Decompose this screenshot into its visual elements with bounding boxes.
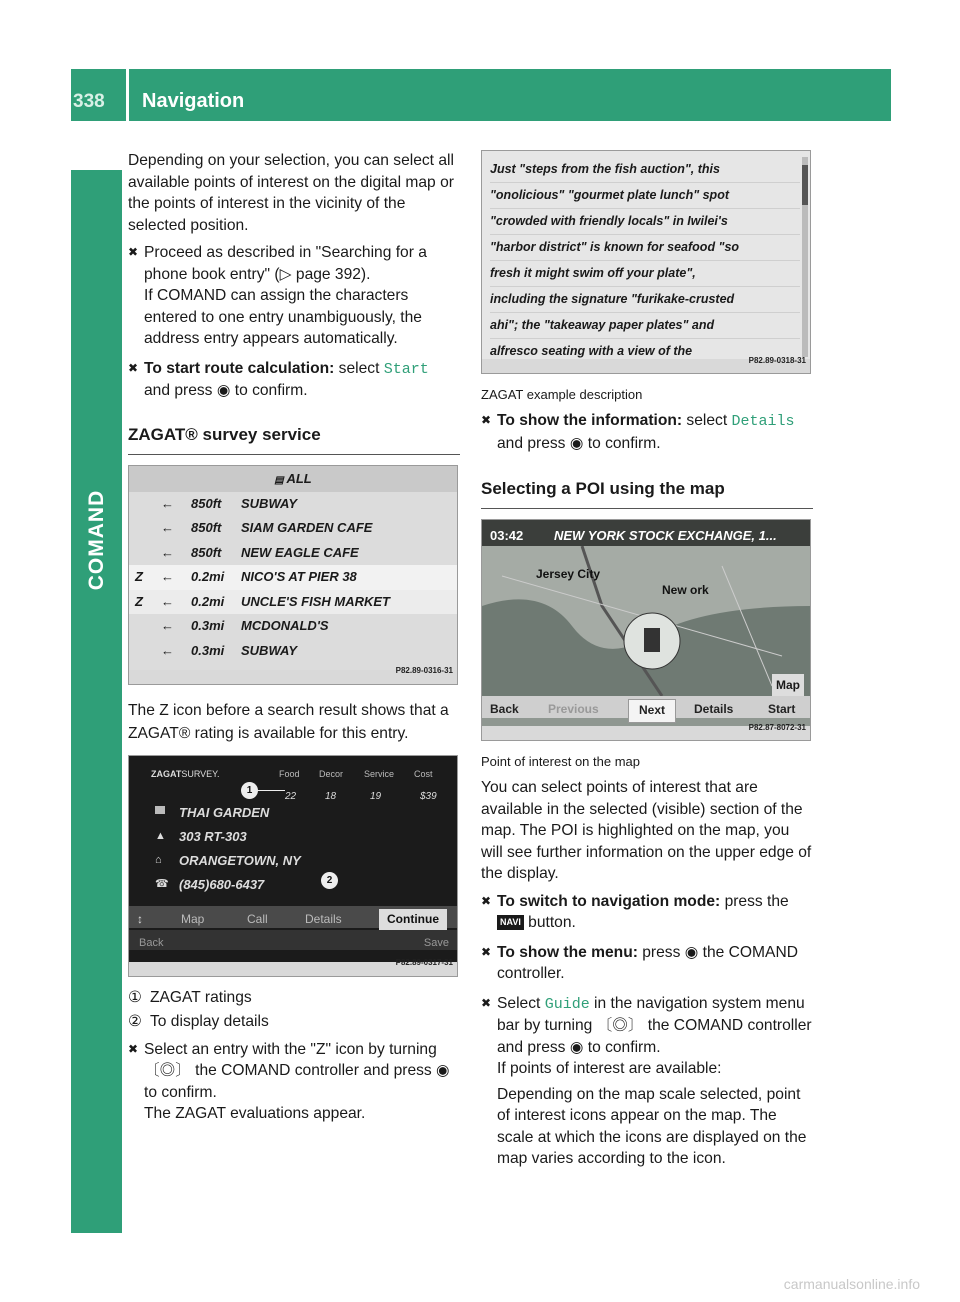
- poi-distance: 850ft: [191, 544, 222, 560]
- figure-code: P82.89-0318-31: [748, 355, 806, 365]
- poi-distance: 850ft: [191, 520, 222, 535]
- poi-distance: 0.3mi: [191, 618, 225, 633]
- table-row[interactable]: [129, 492, 457, 517]
- description-line: fresh it might swim off your plate",: [490, 261, 800, 287]
- step-select-entry: ✖ Select an entry with the "Z" icon by turning 〔◎〕 the COMAND controller and press ◉ to confirm. The ZAGAT evaluations appear.: [128, 1040, 450, 1122]
- poi-distance: 850ft: [191, 495, 222, 511]
- menu-item-details: Details: [731, 413, 795, 430]
- map-menu-item[interactable]: Previous: [548, 702, 599, 716]
- map-menu-item[interactable]: Back: [490, 702, 519, 716]
- step-arrow-icon: ✖: [481, 995, 492, 1010]
- description-line: Just "steps from the fish auction", this: [490, 157, 800, 183]
- rating-value: 22: [285, 790, 297, 802]
- restaurant-phone: (845)680-6437: [179, 876, 265, 892]
- rating-value: 19: [370, 790, 382, 802]
- poi-distance: 0.3mi: [191, 642, 225, 658]
- step-guide: ✖ Select Guide in the navigation system menu bar by turning 〔◎〕 the COMAND controller and press ◉ to confirm. If points of interest are available: Depending on the map scale selected, point of interest icons appear on the map. The scale at which the icons are displayed on the map varies according to the icon.: [481, 994, 812, 1167]
- scrollbar-thumb[interactable]: [802, 165, 808, 205]
- description-line: ahi"; the "takeaway paper plates" and: [490, 313, 800, 339]
- caption-zagat-example: ZAGAT example description: [481, 387, 643, 402]
- zagat-heading: ZAGAT® survey service: [128, 424, 460, 455]
- map-menu-item[interactable]: Next: [628, 699, 676, 723]
- poi-list: [129, 492, 457, 664]
- map-label-newyork: New ork: [662, 583, 709, 597]
- poi-distance: 0.2mi: [191, 593, 225, 609]
- legend: [128, 987, 460, 1033]
- poi-name: SIAM GARDEN CAFE: [241, 520, 373, 535]
- poi-list-header: ▤ ALL: [129, 466, 457, 492]
- menu-item-guide: Guide: [544, 995, 590, 1013]
- description-line: alfresco seating with a view of the: [490, 339, 800, 365]
- table-row[interactable]: [129, 541, 457, 566]
- rating-column-header: Decor: [319, 768, 344, 779]
- rating-value: 18: [325, 790, 337, 802]
- description-line: "onolicious" "gourmet plate lunch" spot: [490, 183, 800, 209]
- navi-key-icon: NAVI: [497, 915, 524, 930]
- page-title: Navigation: [142, 90, 245, 112]
- zagat-bottom-bar: [129, 930, 458, 950]
- section-tab: [71, 170, 122, 1233]
- direction-icon: ←: [161, 495, 174, 511]
- caption-poi-map: Point of interest on the map: [481, 754, 640, 769]
- direction-icon: ←: [161, 618, 174, 633]
- restaurant-city: ORANGETOWN, NY: [179, 852, 301, 868]
- poi-name: NEW EAGLE CAFE: [241, 544, 359, 560]
- table-row[interactable]: [129, 516, 457, 541]
- rating-column-header: Service: [364, 768, 395, 779]
- menu-item[interactable]: Continue: [379, 909, 447, 931]
- table-row[interactable]: [129, 614, 457, 639]
- figure-code: P82.89-0317-31: [395, 958, 453, 967]
- poi-name: SUBWAY: [241, 495, 298, 511]
- step-start-route: ✖ To start route calculation: select Start and press ◉ to confirm.: [128, 359, 429, 399]
- poi-name: NICO'S AT PIER 38: [241, 569, 357, 584]
- step-arrow-icon: ✖: [481, 944, 492, 959]
- zagat-brand: ZAGATSURVEY.: [151, 768, 220, 779]
- step-arrow-icon: ✖: [128, 245, 139, 259]
- z-icon-paragraph: The Z icon before a search result shows that a ZAGAT® rating is available for this entry.: [128, 701, 449, 742]
- page-number: 338: [73, 91, 105, 112]
- city-icon: ⌂: [155, 853, 162, 866]
- direction-icon: ←: [161, 642, 174, 658]
- menu-item[interactable]: Map: [181, 911, 205, 926]
- step-arrow-icon: ✖: [481, 893, 492, 908]
- address-icon: ▲: [155, 829, 166, 842]
- right-column: [481, 150, 813, 1170]
- map-menu-item[interactable]: Start: [768, 702, 796, 716]
- step-arrow-icon: ✖: [481, 413, 492, 427]
- map-menu-item[interactable]: Details: [694, 702, 734, 716]
- step-show-menu: ✖ To show the menu: press ◉ the COMAND controller.: [481, 943, 798, 982]
- legend-item-2: ② To display details: [128, 1013, 269, 1030]
- step-show-info: ✖ To show the information: select Details and press ◉ to confirm.: [481, 412, 795, 452]
- map-button[interactable]: Map: [772, 674, 804, 698]
- menu-item[interactable]: Details: [305, 911, 342, 926]
- screen-zagat-description: [481, 150, 811, 374]
- screen-poi-list: [128, 465, 458, 685]
- screen-poi-map: [481, 519, 811, 741]
- callout-1-line: [257, 790, 285, 791]
- callout-2: 2: [321, 872, 338, 889]
- list-icon: ▤: [274, 474, 287, 486]
- table-row[interactable]: [129, 565, 457, 590]
- direction-icon: ←: [161, 569, 174, 584]
- direction-icon: ←: [161, 544, 174, 560]
- rating-column-header: Cost: [414, 768, 433, 779]
- legend-item-1: ① ZAGAT ratings: [128, 988, 252, 1006]
- map-time: 03:42: [490, 528, 524, 543]
- restaurant-icon: [155, 806, 165, 814]
- description-text: [490, 157, 800, 365]
- description-line: "crowded with friendly locals" in Iwilei's: [490, 209, 800, 235]
- map-area[interactable]: [482, 546, 811, 696]
- restaurant-name: THAI GARDEN: [179, 804, 270, 820]
- poi-distance: 0.2mi: [191, 569, 225, 584]
- poi-name: UNCLE'S FISH MARKET: [241, 593, 390, 609]
- step-search: ✖ Proceed as described in "Searching for a phone book entry" (▷ page 392). If COMAND can assign the characters entered to one entry unambiguously, the address entry appears automatically.: [128, 244, 427, 347]
- zagat-menu-bar: [129, 906, 458, 928]
- direction-icon: ←: [161, 520, 174, 535]
- callout-1: 1: [241, 782, 258, 799]
- phone-icon: ☎: [155, 877, 169, 890]
- figure-code: P82.89-0316-31: [395, 666, 453, 675]
- rating-value: $39: [420, 790, 437, 802]
- save-button[interactable]: Save: [423, 936, 449, 949]
- step-arrow-icon: ✖: [128, 360, 139, 375]
- description-line: "harbor district" is known for seafood "so: [490, 235, 800, 261]
- rating-column-header: Food: [279, 768, 300, 779]
- table-row[interactable]: [129, 590, 457, 615]
- menu-item[interactable]: Call: [247, 911, 268, 926]
- screen-zagat-details: [128, 755, 458, 977]
- poi-map-heading: Selecting a POI using the map: [481, 478, 813, 509]
- intro-paragraph: Depending on your selection, you can select all available points of interest on the digital map or the points of interest in the vicinity of the selected position.: [128, 152, 454, 234]
- direction-icon: ←: [161, 593, 174, 609]
- poi-name: MCDONALD'S: [241, 618, 329, 633]
- page-header: [71, 69, 891, 121]
- zagat-badge: Z: [135, 569, 143, 584]
- poi-paragraph: You can select points of interest that are available in the selected (visible) section of the map. The POI is highlighted on the map, you will see further information on the upper edge of the display.: [481, 779, 812, 882]
- options-icon: ↕: [137, 911, 143, 926]
- map-menu-bar: [482, 696, 811, 718]
- step-navi-mode: ✖ To switch to navigation mode: press the NAVI button.: [481, 892, 789, 931]
- menu-item-start: Start: [383, 360, 429, 378]
- section-tab-label: COMAND: [85, 489, 108, 591]
- step-arrow-icon: ✖: [128, 1041, 139, 1056]
- map-title-bar: [482, 520, 811, 546]
- left-column: [128, 150, 460, 1125]
- zagat-badge: Z: [135, 593, 143, 609]
- description-line: including the signature "furikake-crusted: [490, 287, 800, 313]
- poi-name: SUBWAY: [241, 642, 298, 658]
- restaurant-address: 303 RT-303: [179, 828, 247, 844]
- map-poi-title: NEW YORK STOCK EXCHANGE, 1...: [554, 528, 777, 543]
- figure-code: P82.87-8072-31: [748, 722, 806, 732]
- header-divider: [126, 69, 129, 121]
- back-button[interactable]: Back: [139, 936, 164, 949]
- map-label-jersey: Jersey City: [536, 567, 601, 581]
- watermark: carmanualsonline.info: [783, 1276, 920, 1292]
